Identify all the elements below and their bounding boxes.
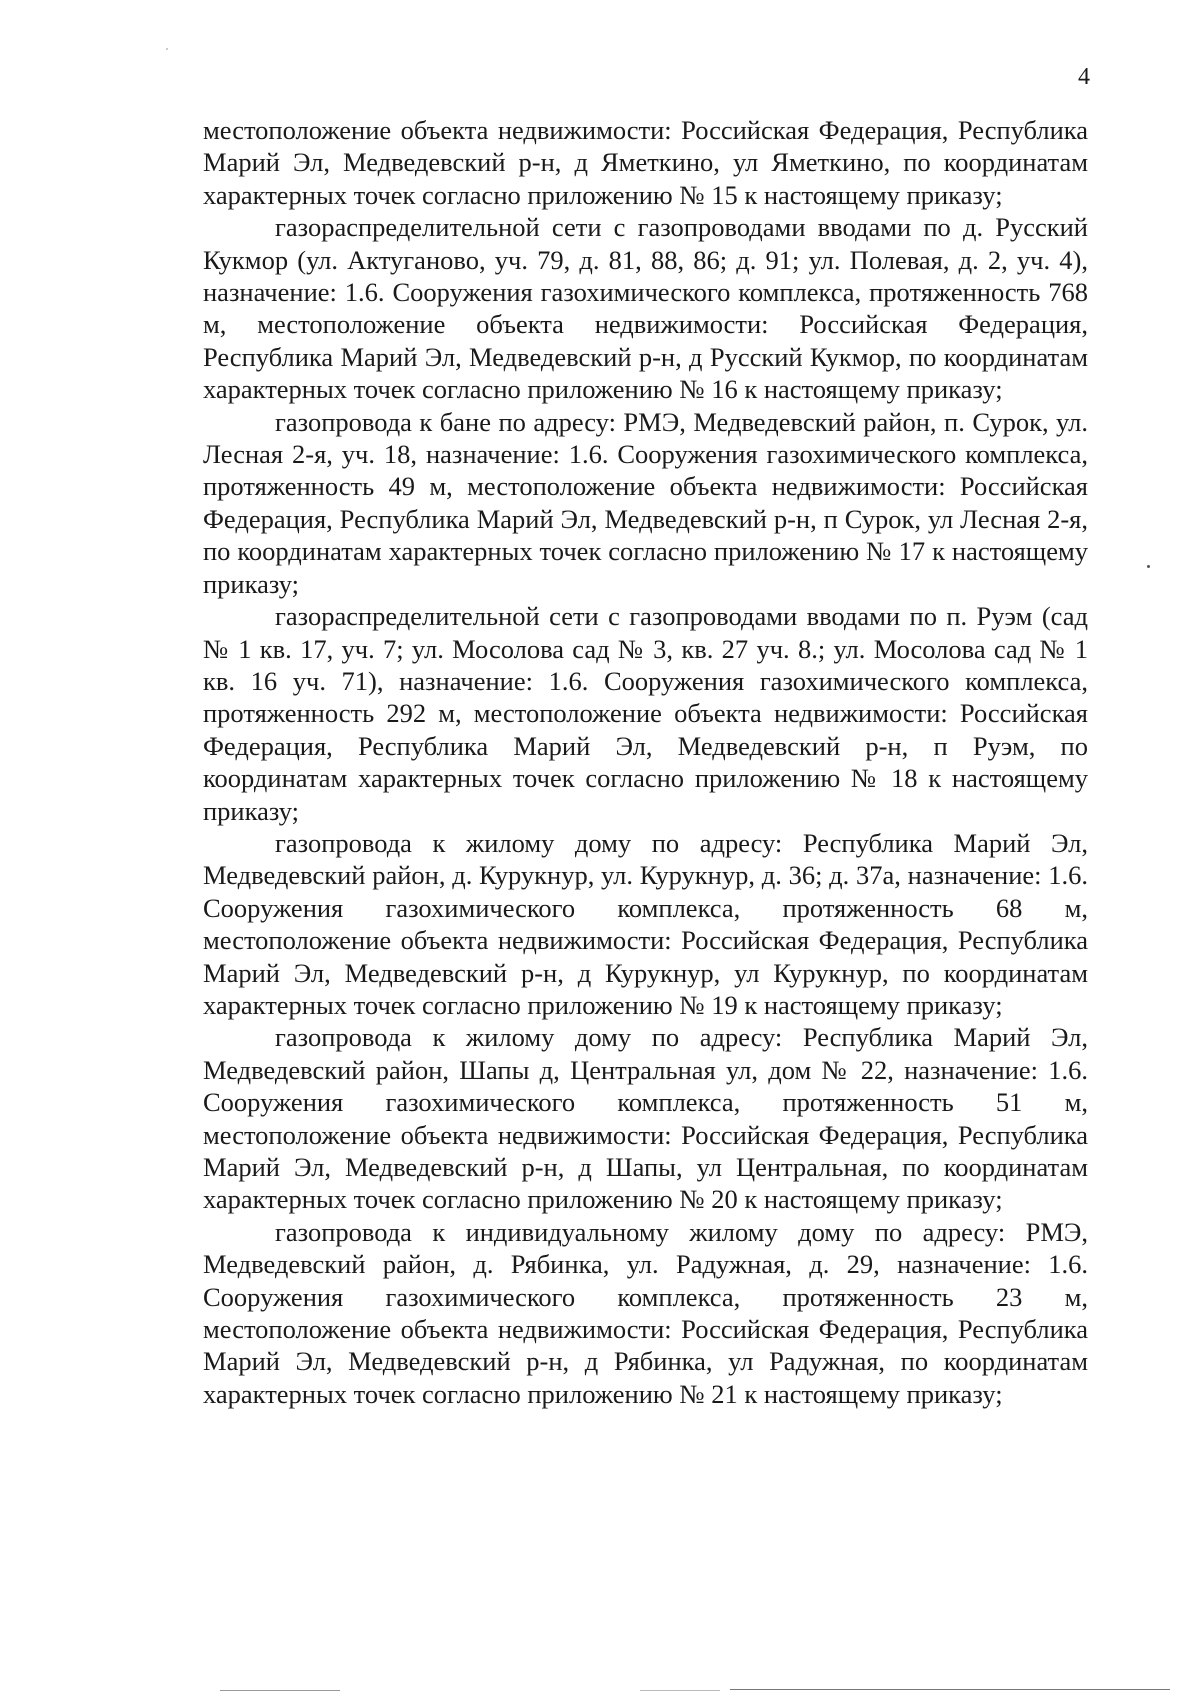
scan-speck xyxy=(166,48,168,50)
page-number: 4 xyxy=(1078,64,1090,90)
paragraph-surok: газопровода к бане по адресу: РМЭ, Медведевский район, п. Сурок, ул. Лесная 2-я, уч. 18, назначение: 1.6. Сооружения газохимического комплекса, протяженность 49 м, местоположение объекта недвижимости: Российская Федерация, Республика Марий Эл, Медведевский р-н, п Сурок, ул Лесная 2-я, по координатам характерных точек согласно приложению № 17 к настоящему приказу; xyxy=(203,406,1088,599)
paragraph-kuruknur: газопровода к жилому дому по адресу: Республика Марий Эл, Медведевский район, д. Курукнур, ул. Курукнур, д. 36; д. 37а, назначение: 1.6. Сооружения газохимического комплекса, протяженность 68 м, местоположение объекта недвижимости: Российская Федерация, Республика Марий Эл, Медведевский р-н, д Курукнур, ул Курукнур, по координатам характерных точек согласно приложению № 19 к настоящему приказу; xyxy=(203,827,1088,1020)
paragraph-shapy: газопровода к жилому дому по адресу: Республика Марий Эл, Медведевский район, Шапы д, Центральная ул, дом № 22, назначение: 1.6. Сооружения газохимического комплекса, протяженность 51 м, местоположение объекта недвижимости: Российская Федерация, Республика Марий Эл, Медведевский р-н, д Шапы, ул Центральная, по координатам характерных точек согласно приложению № 20 к настоящему приказу; xyxy=(203,1022,1088,1215)
paragraph-ruem: газораспределительной сети с газопроводами вводами по п. Руэм (сад № 1 кв. 17, уч. 7; ул. Мосолова сад № 3, кв. 27 уч. 8.; ул. Мосолова сад № 1 кв. 16 уч. 71), назначение: 1.6. Сооружения газохимического комплекса, протяженность 292 м, местоположение объекта недвижимости: Российская Федерация, Республика Марий Эл, Медведевский р-н, п Руэм, по координатам характерных точек согласно приложению № 18 к настоящему приказу; xyxy=(203,601,1088,826)
paragraph-russky-kukmor: газораспределительной сети с газопроводами вводами по д. Русский Кукмор (ул. Актуганово, уч. 79, д. 81, 88, 86; д. 91; ул. Полевая, д. 2, уч. 4), назначение: 1.6. Сооружения газохимического комплекса, протяженность 768 м, местоположение объекта недвижимости: Российская Федерация, Республика Марий Эл, Медведевский р-н, д Русский Кукмор, по координатам характерных точек согласно приложению № 16 к настоящему приказу; xyxy=(203,212,1088,405)
scan-edge-line xyxy=(220,1690,340,1691)
scan-edge-line xyxy=(730,1689,1170,1690)
scan-edge-line xyxy=(640,1690,720,1691)
scan-speck xyxy=(1147,565,1150,568)
document-body xyxy=(203,114,1088,1410)
paragraph-ryabinka: газопровода к индивидуальному жилому дому по адресу: РМЭ, Медведевский район, д. Рябинка, ул. Радужная, д. 29, назначение: 1.6. Сооружения газохимического комплекса, протяженность 23 м, местоположение объекта недвижимости: Российская Федерация, Республика Марий Эл, Медведевский р-н, д Рябинка, ул Радужная, по координатам характерных точек согласно приложению № 21 к настоящему приказу; xyxy=(203,1216,1088,1409)
paragraph-location-yametkino: местоположение объекта недвижимости: Российская Федерация, Республика Марий Эл, Медведевский р-н, д Яметкино, ул Яметкино, по координатам характерных точек согласно приложению № 15 к настоящему приказу; xyxy=(203,115,1088,210)
